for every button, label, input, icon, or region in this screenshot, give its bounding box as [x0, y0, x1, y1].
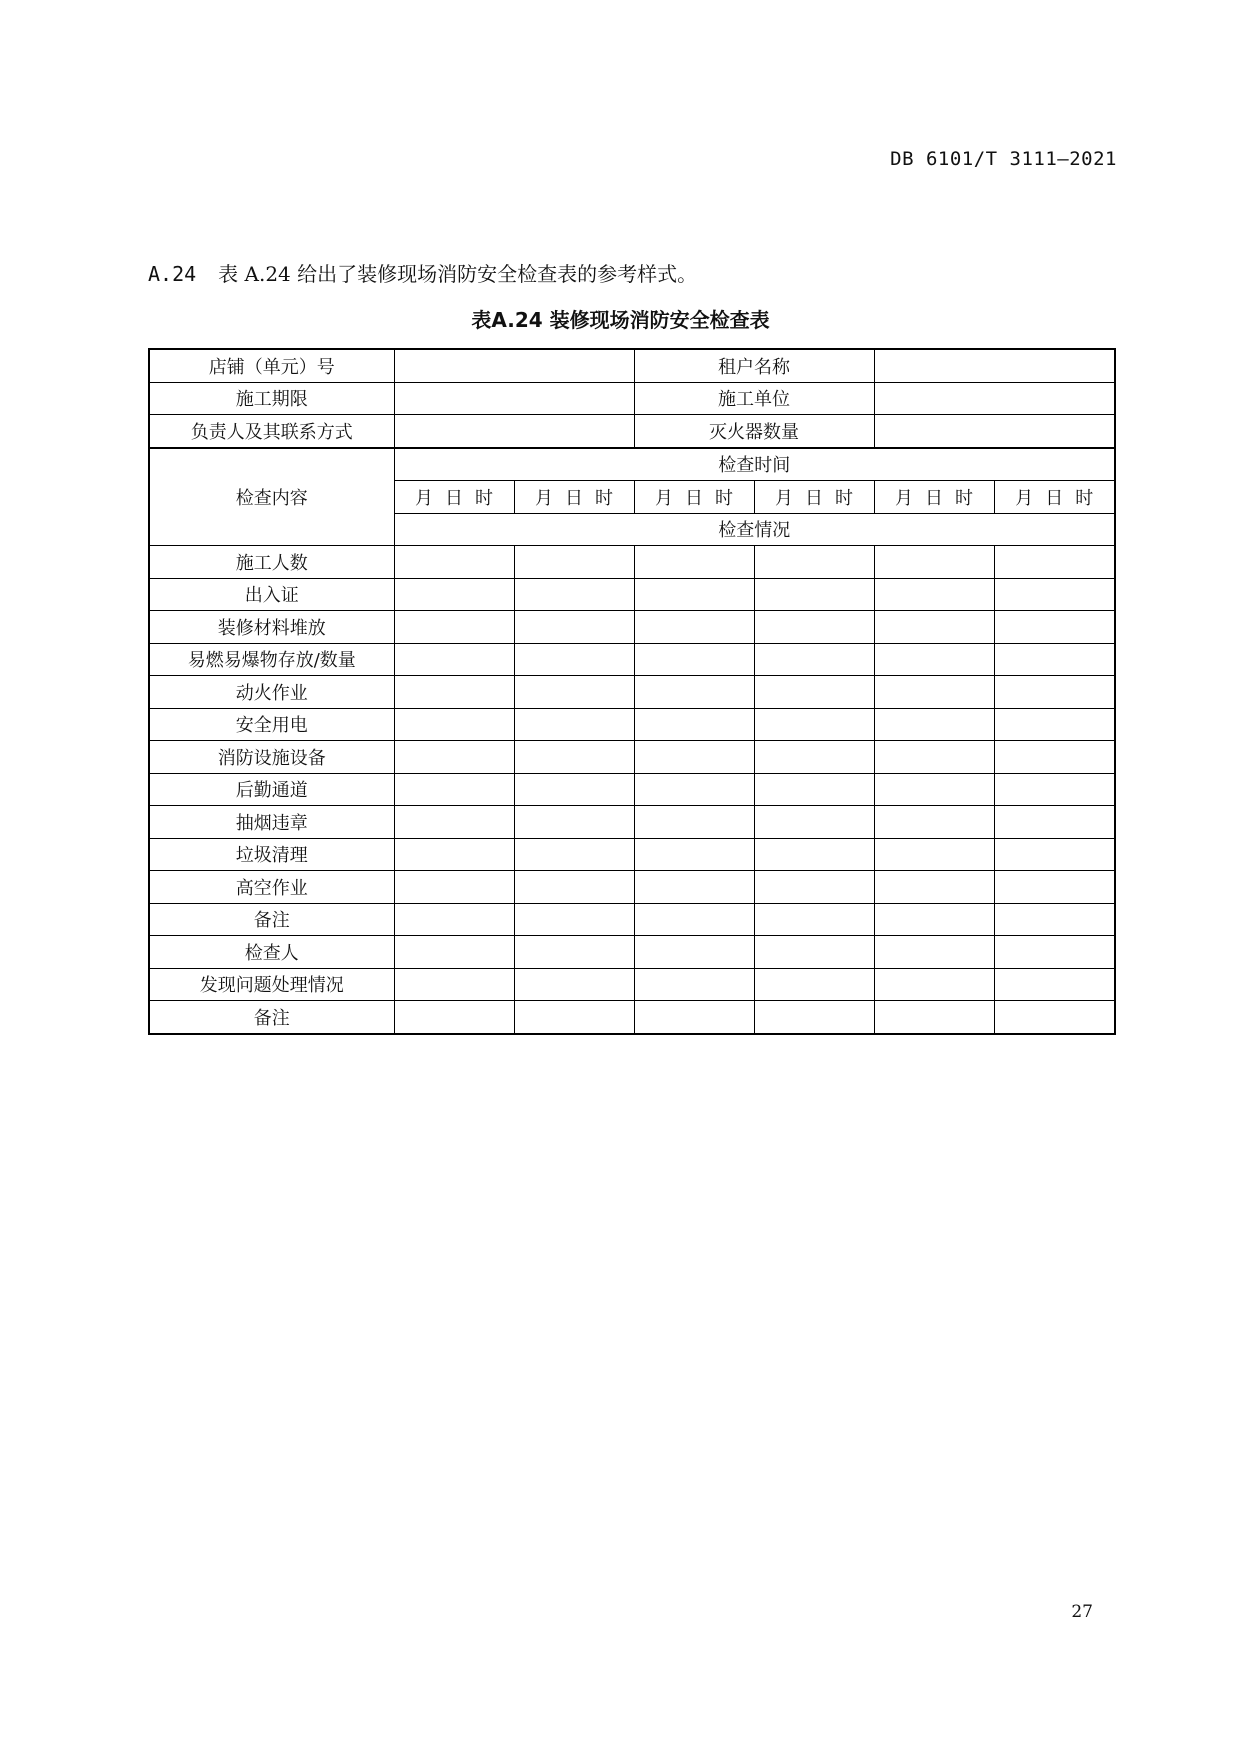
inspection-result-cell[interactable] — [754, 611, 874, 644]
status-header: 检查情况 — [394, 513, 1115, 546]
field-row — [149, 415, 1115, 448]
inspection-result-cell[interactable] — [874, 741, 994, 774]
inspection-item-label: 消防设施设备 — [149, 741, 394, 774]
inspection-item-label: 安全用电 — [149, 708, 394, 741]
field-label: 灭火器数量 — [634, 415, 874, 448]
date-part-label: 月 — [895, 487, 913, 509]
inspection-item-label: 易燃易爆物存放/数量 — [149, 643, 394, 676]
inspection-result-cell[interactable] — [994, 578, 1115, 611]
table-caption: 表A.24 装修现场消防安全检查表 — [471, 308, 770, 332]
inspection-item-label: 检查人 — [149, 936, 394, 969]
table-row — [149, 708, 1115, 741]
date-part-label: 月 — [1015, 487, 1034, 509]
inspection-result-cell[interactable] — [394, 838, 514, 871]
inspection-result-cell[interactable] — [874, 676, 994, 709]
inspection-result-cell[interactable] — [994, 676, 1115, 709]
inspection-result-cell[interactable] — [394, 903, 514, 936]
inspection-result-cell[interactable] — [754, 871, 874, 904]
inspection-result-cell[interactable] — [754, 968, 874, 1001]
inspection-result-cell[interactable] — [514, 968, 634, 1001]
date-part-label: 日 — [445, 487, 463, 509]
inspection-result-cell[interactable] — [874, 968, 994, 1001]
inspection-result-cell[interactable] — [394, 936, 514, 969]
field-value-construction-unit[interactable] — [874, 382, 1115, 415]
inspection-result-cell[interactable] — [634, 643, 754, 676]
inspection-result-cell[interactable] — [634, 871, 754, 904]
field-row — [149, 349, 1115, 382]
content-header: 检查内容 — [149, 448, 394, 546]
inspection-result-cell[interactable] — [394, 773, 514, 806]
date-part-label: 日 — [1045, 487, 1064, 509]
table-row — [149, 578, 1115, 611]
inspection-result-cell[interactable] — [634, 578, 754, 611]
field-value-shop-number[interactable] — [394, 349, 634, 382]
table-row — [149, 903, 1115, 936]
inspection-item-label: 动火作业 — [149, 676, 394, 709]
inspection-result-cell[interactable] — [394, 611, 514, 644]
inspection-result-cell[interactable] — [394, 871, 514, 904]
inspection-result-cell[interactable] — [514, 936, 634, 969]
inspection-item-label: 出入证 — [149, 578, 394, 611]
table-row — [149, 676, 1115, 709]
inspection-result-cell[interactable] — [394, 1001, 514, 1034]
date-part-label: 月 — [775, 487, 793, 509]
date-part-label: 时 — [715, 487, 733, 509]
inspection-result-cell[interactable] — [874, 773, 994, 806]
inspection-item-label: 垃圾清理 — [149, 838, 394, 871]
inspection-result-cell[interactable] — [394, 806, 514, 839]
inspection-result-cell[interactable] — [994, 936, 1115, 969]
inspection-result-cell[interactable] — [994, 806, 1115, 839]
clause-number: A.24 — [148, 262, 197, 286]
table-row — [149, 611, 1115, 644]
table-row — [149, 1001, 1115, 1034]
date-cell[interactable] — [754, 481, 874, 514]
inspection-result-cell[interactable] — [994, 1001, 1115, 1034]
inspection-result-cell[interactable] — [394, 676, 514, 709]
inspection-result-cell[interactable] — [634, 968, 754, 1001]
field-value-construction-period[interactable] — [394, 382, 634, 415]
date-cell[interactable] — [994, 481, 1115, 514]
inspection-result-cell[interactable] — [874, 806, 994, 839]
inspection-item-label: 高空作业 — [149, 871, 394, 904]
inspection-result-cell[interactable] — [514, 838, 634, 871]
inspection-result-cell[interactable] — [514, 806, 634, 839]
inspection-result-cell[interactable] — [994, 968, 1115, 1001]
date-part-label: 月 — [535, 487, 553, 509]
document-code: DB 6101/T 3111—2021 — [890, 148, 1117, 170]
inspection-result-cell[interactable] — [514, 643, 634, 676]
date-cell[interactable] — [874, 481, 994, 514]
field-value-contact[interactable] — [394, 415, 634, 448]
inspection-result-cell[interactable] — [754, 546, 874, 579]
inspection-result-cell[interactable] — [874, 611, 994, 644]
field-label: 施工期限 — [149, 382, 394, 415]
inspection-result-cell[interactable] — [394, 708, 514, 741]
table-row — [149, 838, 1115, 871]
field-value-tenant-name[interactable] — [874, 349, 1115, 382]
inspection-result-cell[interactable] — [994, 773, 1115, 806]
date-part-label: 时 — [955, 487, 973, 509]
intro-paragraph — [148, 258, 697, 287]
date-part-label: 月 — [415, 487, 433, 509]
inspection-result-cell[interactable] — [994, 903, 1115, 936]
inspection-result-cell[interactable] — [514, 578, 634, 611]
date-part-label: 时 — [1075, 487, 1094, 509]
inspection-result-cell[interactable] — [394, 968, 514, 1001]
date-part-label: 时 — [835, 487, 853, 509]
inspection-form-table — [148, 348, 1116, 1035]
inspection-result-cell[interactable] — [394, 741, 514, 774]
inspection-result-cell[interactable] — [634, 838, 754, 871]
inspection-result-cell[interactable] — [514, 1001, 634, 1034]
inspection-result-cell[interactable] — [874, 578, 994, 611]
table-row — [149, 806, 1115, 839]
date-part-label: 月 — [655, 487, 673, 509]
field-label: 租户名称 — [634, 349, 874, 382]
inspection-result-cell[interactable] — [754, 936, 874, 969]
inspection-result-cell[interactable] — [754, 773, 874, 806]
date-part-label: 日 — [685, 487, 703, 509]
inspection-result-cell[interactable] — [514, 903, 634, 936]
inspection-result-cell[interactable] — [874, 871, 994, 904]
inspection-result-cell[interactable] — [394, 643, 514, 676]
table-row — [149, 741, 1115, 774]
date-part-label: 日 — [925, 487, 943, 509]
inspection-result-cell[interactable] — [754, 903, 874, 936]
inspection-result-cell[interactable] — [634, 676, 754, 709]
inspection-result-cell[interactable] — [514, 708, 634, 741]
inspection-result-cell[interactable] — [754, 676, 874, 709]
date-part-label: 日 — [565, 487, 583, 509]
inspection-result-cell[interactable] — [634, 741, 754, 774]
field-label: 店铺（单元）号 — [149, 349, 394, 382]
inspection-item-label: 后勤通道 — [149, 773, 394, 806]
inspection-result-cell[interactable] — [754, 741, 874, 774]
inspection-result-cell[interactable] — [874, 936, 994, 969]
inspection-result-cell[interactable] — [634, 1001, 754, 1034]
time-header: 检查时间 — [394, 448, 1115, 481]
inspection-result-cell[interactable] — [514, 676, 634, 709]
inspection-result-cell[interactable] — [754, 643, 874, 676]
inspection-result-cell[interactable] — [994, 741, 1115, 774]
inspection-result-cell[interactable] — [634, 903, 754, 936]
inspection-result-cell[interactable] — [874, 1001, 994, 1034]
inspection-result-cell[interactable] — [754, 1001, 874, 1034]
intro-text: 表 A.24 给出了装修现场消防安全检查表的参考样式。 — [218, 262, 698, 286]
inspection-result-cell[interactable] — [514, 871, 634, 904]
inspection-result-cell[interactable] — [994, 643, 1115, 676]
inspection-item-label: 装修材料堆放 — [149, 611, 394, 644]
inspection-item-label: 抽烟违章 — [149, 806, 394, 839]
time-header-row — [149, 448, 1115, 481]
inspection-result-cell[interactable] — [634, 611, 754, 644]
inspection-result-cell[interactable] — [634, 806, 754, 839]
inspection-result-cell[interactable] — [754, 838, 874, 871]
inspection-result-cell[interactable] — [514, 611, 634, 644]
inspection-item-label: 备注 — [149, 1001, 394, 1034]
field-label: 负责人及其联系方式 — [149, 415, 394, 448]
inspection-result-cell[interactable] — [394, 578, 514, 611]
inspection-result-cell[interactable] — [634, 546, 754, 579]
inspection-result-cell[interactable] — [994, 611, 1115, 644]
inspection-result-cell[interactable] — [634, 708, 754, 741]
inspection-result-cell[interactable] — [514, 741, 634, 774]
table-row — [149, 546, 1115, 579]
date-part-label: 时 — [595, 487, 613, 509]
inspection-result-cell[interactable] — [994, 838, 1115, 871]
inspection-item-label: 发现问题处理情况 — [149, 968, 394, 1001]
page-number: 27 — [1071, 1602, 1093, 1622]
inspection-result-cell[interactable] — [994, 546, 1115, 579]
table-row — [149, 936, 1115, 969]
inspection-result-cell[interactable] — [634, 773, 754, 806]
inspection-result-cell[interactable] — [754, 578, 874, 611]
inspection-result-cell[interactable] — [514, 546, 634, 579]
field-row — [149, 382, 1115, 415]
table-row — [149, 773, 1115, 806]
date-cell[interactable] — [634, 481, 754, 514]
inspection-result-cell[interactable] — [634, 936, 754, 969]
table-row — [149, 871, 1115, 904]
inspection-result-cell[interactable] — [874, 546, 994, 579]
inspection-result-cell[interactable] — [394, 546, 514, 579]
table-row — [149, 968, 1115, 1001]
inspection-result-cell[interactable] — [514, 773, 634, 806]
date-part-label: 日 — [805, 487, 823, 509]
inspection-result-cell[interactable] — [874, 643, 994, 676]
date-cell[interactable] — [394, 481, 514, 514]
field-value-extinguisher-count[interactable] — [874, 415, 1115, 448]
inspection-result-cell[interactable] — [754, 806, 874, 839]
inspection-item-label: 施工人数 — [149, 546, 394, 579]
inspection-result-cell[interactable] — [874, 838, 994, 871]
inspection-item-label: 备注 — [149, 903, 394, 936]
inspection-result-cell[interactable] — [874, 903, 994, 936]
date-cell[interactable] — [514, 481, 634, 514]
inspection-result-cell[interactable] — [874, 708, 994, 741]
inspection-result-cell[interactable] — [994, 708, 1115, 741]
date-part-label: 时 — [475, 487, 493, 509]
table-row — [149, 643, 1115, 676]
inspection-result-cell[interactable] — [994, 871, 1115, 904]
field-label: 施工单位 — [634, 382, 874, 415]
inspection-result-cell[interactable] — [754, 708, 874, 741]
